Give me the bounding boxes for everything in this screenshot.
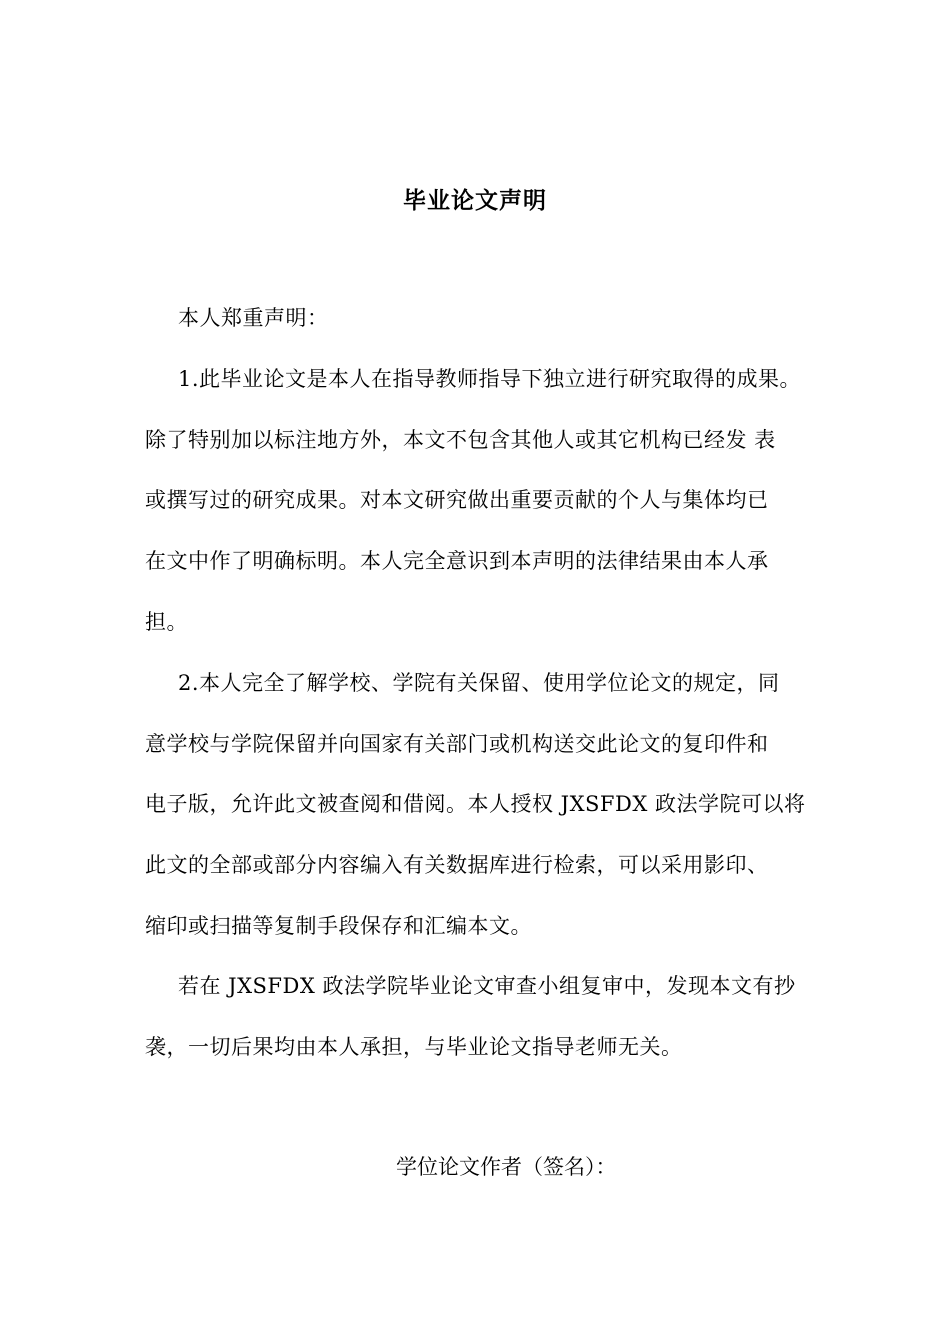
clause2-line-3: 电子版，允许此文被查阅和借阅。本人授权 JXSFDX 政法学院可以将: [145, 792, 806, 816]
clause1-line-1: 1.此毕业论文是本人在指导教师指导下独立进行研究取得的成果。: [178, 367, 802, 391]
clause1-line-4: 在文中作了明确标明。本人完全意识到本声明的法律结果由本人承: [145, 549, 769, 573]
intro-line: 本人郑重声明：: [178, 306, 329, 330]
clause3-line-2: 袭，一切后果均由本人承担，与毕业论文指导老师无关。: [145, 1035, 683, 1059]
clause2-line-2: 意学校与学院保留并向国家有关部门或机构送交此论文的复印件和: [145, 732, 769, 756]
clause2-line-1: 2.本人完全了解学校、学院有关保留、使用学位论文的规定，同: [178, 671, 780, 695]
clause1-line-2: 除了特别加以标注地方外，本文不包含其他人或其它机构已经发 表: [145, 428, 776, 452]
clause1-line-5: 担。: [145, 610, 188, 634]
signature-label: 学位论文作者（签名）：: [396, 1155, 617, 1179]
clause3-line-1: 若在 JXSFDX 政法学院毕业论文审查小组复审中，发现本文有抄: [178, 974, 796, 998]
page-title: 毕业论文声明: [403, 188, 547, 214]
clause2-line-5: 缩印或扫描等复制手段保存和汇编本文。: [145, 914, 532, 938]
clause2-line-4: 此文的全部或部分内容编入有关数据库进行检索，可以采用影印、: [145, 853, 769, 877]
clause1-line-3: 或撰写过的研究成果。对本文研究做出重要贡献的个人与集体均已: [145, 488, 769, 512]
